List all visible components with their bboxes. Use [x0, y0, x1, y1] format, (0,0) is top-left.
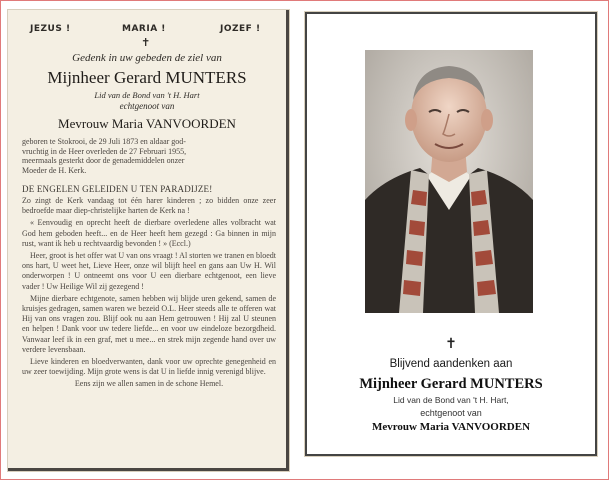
bio-line: vruchtig in de Heer overleden de 27 Februari 1955, — [22, 146, 187, 156]
portrait-photo — [365, 50, 533, 313]
spouse-label: echtgenoot van — [420, 408, 482, 418]
spouse-name: Mevrouw Maria VANVOORDEN — [58, 116, 236, 131]
cross-icon: ✝ — [445, 336, 457, 352]
membership-line: Lid van de Bond van 't H. Hart, — [393, 395, 509, 405]
membership-line: Lid van de Bond van 't H. Hart — [94, 90, 200, 100]
label-jozef: JOZEF ! — [220, 24, 261, 34]
bio-line: Moeder de H. Kerk. — [22, 165, 87, 175]
paragraph: Zo zingt de Kerk vandaag tot één harer kinderen ; zo bidden onze zeer bedroefde maar diep-christelijke harten de Kerk na ! — [22, 196, 276, 216]
spouse-label: echtgenoot van — [119, 101, 175, 111]
intro-line: Gedenk in uw gebeden de ziel van — [72, 52, 222, 64]
biography — [22, 137, 276, 175]
bio-line: geboren te Stokrooi, de 29 Juli 1873 en aldaar god- — [22, 137, 186, 146]
spouse-name: Mevrouw Maria VANVOORDEN — [371, 421, 531, 433]
label-maria: MARIA ! — [122, 24, 166, 34]
remembrance-line: Blijvend aandenken aan — [389, 358, 513, 370]
angels-heading: DE ENGELEN GELEIDEN U TEN PARADIJZE! — [22, 184, 213, 194]
label-jezus: JEZUS ! — [30, 24, 71, 34]
paragraph: Mijne dierbare echtgenote, samen hebben wij blijde uren gekend, samen de kruisjes gedragen, samen waren we bezeid O.L. Heer steeds alle te offeren wat Hij van ons vragen zou. Blijf ook nu aan Hem getrouwen ! Hij zal U steunen en helpen ! Dank voor uw tedere liefde... en voor uw eindeloze bezorgdheid. Vanwaar leef ik in een graf, met u mee... en strek mijn zegende hand over uw verdere levensbaan. — [22, 293, 276, 354]
bio-line: meermaals gesterkt door de genademiddelen onzer — [22, 156, 185, 166]
deceased-name: Mijnheer Gerard MUNTERS — [47, 68, 247, 87]
paragraph: « Eenvoudig en oprecht heeft de dierbare overledene alles volbracht wat God hem geboden heeft... en de Heer heeft hem gezegd : Ga binnen in mijn rust, want ik heb u rechtvaardig bevonden ! » (Eccl.) — [22, 218, 276, 248]
paragraph: Heer, groot is het offer wat U van ons vraagt ! Al storten we tranen en bloedt ons hart, U weet het, Lieve Heer, onze wil blijft heel en gans aan Uw H. Wil onderworpen ! U ontneemt ons voor U een dierbare echtgenoot, een lieve vader ! Uw Heilige Wil zij gezegend ! — [22, 251, 276, 291]
memorial-card-text — [8, 10, 289, 471]
paragraph: Eens zijn we allen samen in de schone Hemel. — [74, 379, 224, 389]
prayer-text — [22, 196, 276, 390]
paragraph: Lieve kinderen en bloedverwanten, dank voor uw oprechte genegenheid en uw zeer toewijding. Mijn grote wens is dat U in liefde innig verenigd blijve. — [22, 357, 276, 377]
cross-icon: ✝ — [141, 36, 151, 49]
deceased-name: Mijnheer Gerard MUNTERS — [359, 376, 543, 392]
